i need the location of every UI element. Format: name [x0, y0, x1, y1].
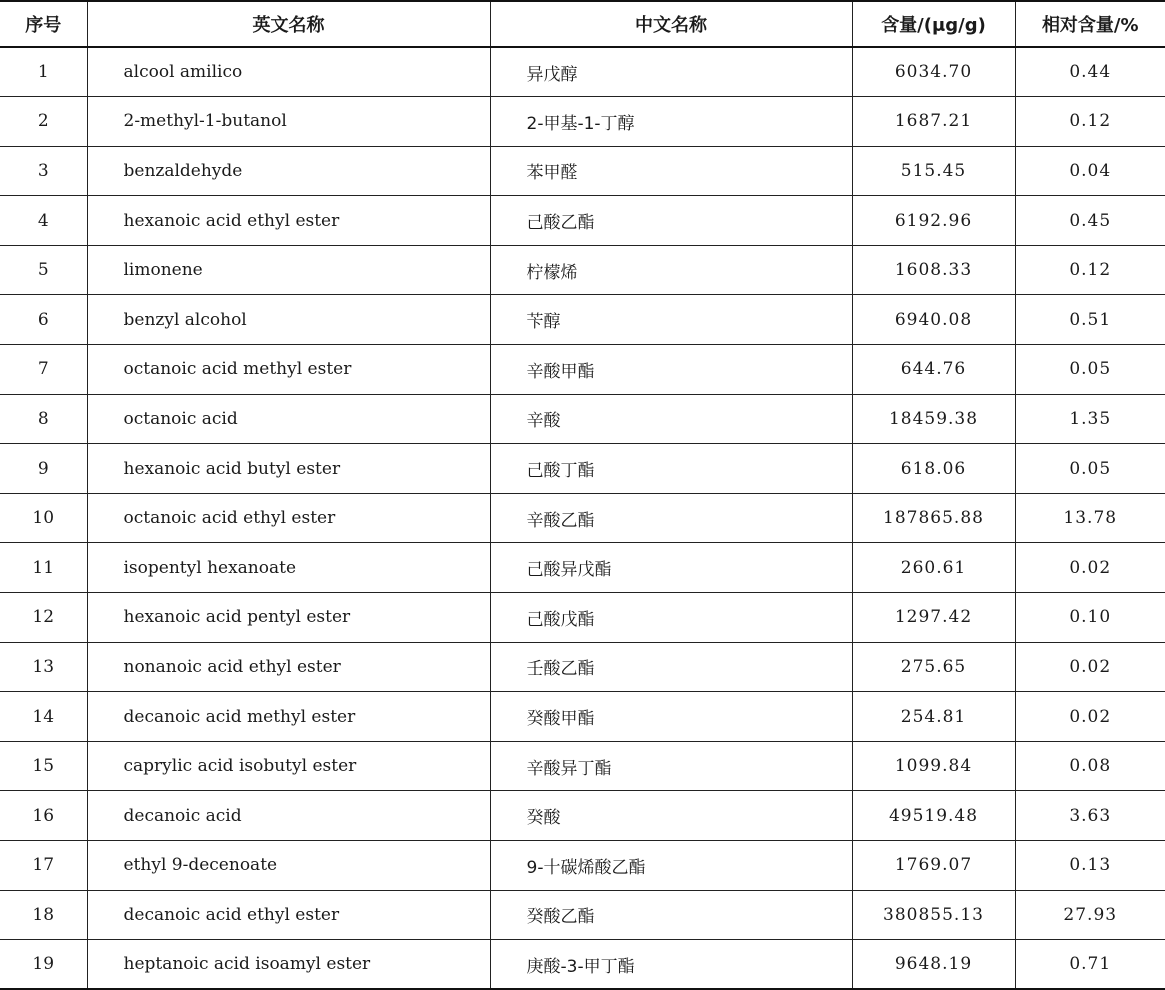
cell-index: 9	[0, 444, 87, 494]
cell-chinese-name: 2-甲基-1-丁醇	[490, 97, 852, 147]
cell-relative-content: 0.02	[1015, 642, 1165, 692]
cell-index: 19	[0, 940, 87, 990]
cell-chinese-name: 辛酸异丁酯	[490, 741, 852, 791]
table-row	[0, 146, 1165, 196]
cell-index: 16	[0, 791, 87, 841]
cell-content: 6192.96	[852, 196, 1015, 246]
table-header	[0, 1, 1165, 47]
table-row	[0, 245, 1165, 295]
cell-index: 7	[0, 345, 87, 395]
cell-content: 1297.42	[852, 593, 1015, 643]
table-row	[0, 791, 1165, 841]
table-row	[0, 493, 1165, 543]
cell-content: 618.06	[852, 444, 1015, 494]
cell-chinese-name: 己酸戊酯	[490, 593, 852, 643]
cell-index: 11	[0, 543, 87, 593]
table-row	[0, 295, 1165, 345]
cell-chinese-name: 苄醇	[490, 295, 852, 345]
cell-relative-content: 13.78	[1015, 493, 1165, 543]
cell-content: 6940.08	[852, 295, 1015, 345]
cell-chinese-name: 癸酸	[490, 791, 852, 841]
cell-content: 254.81	[852, 692, 1015, 742]
cell-relative-content: 0.05	[1015, 444, 1165, 494]
cell-relative-content: 0.45	[1015, 196, 1165, 246]
cell-english-name: ethyl 9-decenoate	[87, 841, 490, 891]
cell-chinese-name: 癸酸乙酯	[490, 890, 852, 940]
table-row	[0, 890, 1165, 940]
cell-index: 8	[0, 394, 87, 444]
cell-content: 9648.19	[852, 940, 1015, 990]
cell-content: 275.65	[852, 642, 1015, 692]
header-relative-content: 相对含量/%	[1015, 1, 1165, 47]
cell-english-name: benzaldehyde	[87, 146, 490, 196]
cell-chinese-name: 庚酸-3-甲丁酯	[490, 940, 852, 990]
cell-english-name: decanoic acid methyl ester	[87, 692, 490, 742]
table-row	[0, 394, 1165, 444]
table-row	[0, 196, 1165, 246]
cell-index: 15	[0, 741, 87, 791]
cell-chinese-name: 己酸异戊酯	[490, 543, 852, 593]
cell-chinese-name: 癸酸甲酯	[490, 692, 852, 742]
table-row	[0, 444, 1165, 494]
cell-content: 515.45	[852, 146, 1015, 196]
cell-content: 6034.70	[852, 47, 1015, 97]
cell-content: 260.61	[852, 543, 1015, 593]
cell-chinese-name: 异戊醇	[490, 47, 852, 97]
cell-english-name: decanoic acid	[87, 791, 490, 841]
cell-relative-content: 0.44	[1015, 47, 1165, 97]
cell-chinese-name: 苯甲醛	[490, 146, 852, 196]
table-row	[0, 940, 1165, 990]
cell-chinese-name: 辛酸甲酯	[490, 345, 852, 395]
cell-relative-content: 3.63	[1015, 791, 1165, 841]
cell-index: 10	[0, 493, 87, 543]
table-row	[0, 741, 1165, 791]
cell-english-name: caprylic acid isobutyl ester	[87, 741, 490, 791]
cell-relative-content: 0.51	[1015, 295, 1165, 345]
cell-content: 1608.33	[852, 245, 1015, 295]
cell-english-name: isopentyl hexanoate	[87, 543, 490, 593]
cell-index: 5	[0, 245, 87, 295]
cell-english-name: hexanoic acid butyl ester	[87, 444, 490, 494]
cell-english-name: octanoic acid methyl ester	[87, 345, 490, 395]
table-row	[0, 841, 1165, 891]
cell-content: 644.76	[852, 345, 1015, 395]
cell-content: 18459.38	[852, 394, 1015, 444]
cell-english-name: 2-methyl-1-butanol	[87, 97, 490, 147]
cell-index: 2	[0, 97, 87, 147]
cell-english-name: nonanoic acid ethyl ester	[87, 642, 490, 692]
table-row	[0, 47, 1165, 97]
table-body	[0, 47, 1165, 989]
cell-english-name: benzyl alcohol	[87, 295, 490, 345]
cell-relative-content: 1.35	[1015, 394, 1165, 444]
cell-index: 4	[0, 196, 87, 246]
cell-relative-content: 0.10	[1015, 593, 1165, 643]
cell-english-name: heptanoic acid isoamyl ester	[87, 940, 490, 990]
header-row	[0, 1, 1165, 47]
cell-relative-content: 0.04	[1015, 146, 1165, 196]
cell-chinese-name: 壬酸乙酯	[490, 642, 852, 692]
table-row	[0, 642, 1165, 692]
table-row	[0, 692, 1165, 742]
cell-english-name: hexanoic acid pentyl ester	[87, 593, 490, 643]
cell-content: 1687.21	[852, 97, 1015, 147]
cell-chinese-name: 己酸乙酯	[490, 196, 852, 246]
cell-content: 1769.07	[852, 841, 1015, 891]
header-english-name: 英文名称	[87, 1, 490, 47]
cell-chinese-name: 9-十碳烯酸乙酯	[490, 841, 852, 891]
cell-relative-content: 0.05	[1015, 345, 1165, 395]
cell-content: 49519.48	[852, 791, 1015, 841]
cell-english-name: alcool amilico	[87, 47, 490, 97]
cell-index: 12	[0, 593, 87, 643]
cell-relative-content: 0.12	[1015, 97, 1165, 147]
cell-relative-content: 0.08	[1015, 741, 1165, 791]
cell-content: 1099.84	[852, 741, 1015, 791]
cell-english-name: hexanoic acid ethyl ester	[87, 196, 490, 246]
cell-relative-content: 0.13	[1015, 841, 1165, 891]
table-row	[0, 593, 1165, 643]
cell-index: 13	[0, 642, 87, 692]
cell-chinese-name: 辛酸	[490, 394, 852, 444]
header-index: 序号	[0, 1, 87, 47]
cell-relative-content: 0.12	[1015, 245, 1165, 295]
cell-english-name: octanoic acid ethyl ester	[87, 493, 490, 543]
table-row	[0, 543, 1165, 593]
cell-content: 187865.88	[852, 493, 1015, 543]
cell-chinese-name: 辛酸乙酯	[490, 493, 852, 543]
table-row	[0, 97, 1165, 147]
table-row	[0, 345, 1165, 395]
cell-english-name: limonene	[87, 245, 490, 295]
cell-index: 14	[0, 692, 87, 742]
cell-relative-content: 0.02	[1015, 692, 1165, 742]
cell-content: 380855.13	[852, 890, 1015, 940]
cell-index: 3	[0, 146, 87, 196]
cell-english-name: decanoic acid ethyl ester	[87, 890, 490, 940]
cell-index: 18	[0, 890, 87, 940]
cell-relative-content: 27.93	[1015, 890, 1165, 940]
cell-index: 6	[0, 295, 87, 345]
cell-relative-content: 0.71	[1015, 940, 1165, 990]
header-content: 含量/(μg/g)	[852, 1, 1015, 47]
cell-chinese-name: 己酸丁酯	[490, 444, 852, 494]
cell-english-name: octanoic acid	[87, 394, 490, 444]
cell-index: 17	[0, 841, 87, 891]
cell-index: 1	[0, 47, 87, 97]
header-chinese-name: 中文名称	[490, 1, 852, 47]
cell-chinese-name: 柠檬烯	[490, 245, 852, 295]
cell-relative-content: 0.02	[1015, 543, 1165, 593]
